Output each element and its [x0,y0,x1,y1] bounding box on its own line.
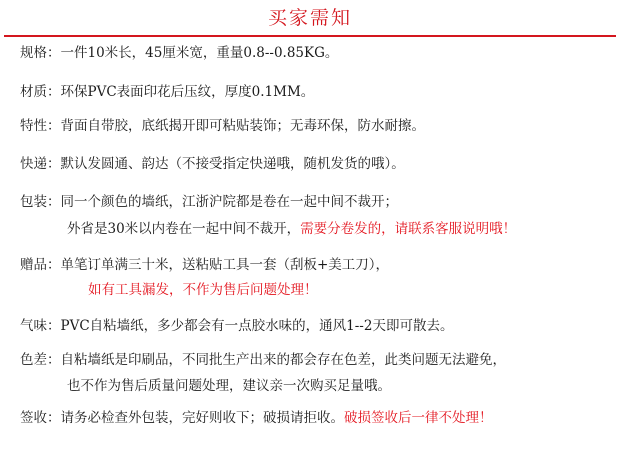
smell-row: 气味：PVC自粘墙纸，多少都会有一点胶水味的，通风1--2天即可散去。 [20,318,454,334]
material-row: 材质：环保PVC表面印花后压纹，厚度0.1MM。 [20,84,315,100]
title-divider [4,35,616,37]
gift-warning: 如有工具漏发，不作为售后问题处理！ [88,282,318,298]
packaging-warning: 需要分卷发的，请联系客服说明哦！ [300,221,517,237]
color-diff-row-1: 色差：自粘墙纸是印刷品，不同批生产出来的都会存在色差，此类问题无法避免， [20,352,506,368]
packaging-row-1: 包装：同一个颜色的墙纸，江浙沪院都是卷在一起中间不裁开； [20,194,398,210]
express-row: 快递：默认发圆通、韵达（不接受指定快递哦，随机发货的哦）。 [20,156,405,172]
page-title: 买家需知 [267,7,352,29]
feature-row: 特性：背面自带胶，底纸揭开即可粘贴装饰；无毒环保，防水耐擦。 [20,118,425,134]
packaging-row-2 [67,220,516,238]
sign-row [20,409,493,427]
spec-row: 规格：一件10米长，45厘米宽，重量0.8--0.85KG。 [20,45,339,61]
sign-note: 签收：请务必检查外包装，完好则收下；破损请拒收。 [20,410,344,426]
color-diff-row-2: 也不作为售后质量问题处理，建议亲一次购买足量哦。 [67,378,391,394]
gift-row-1: 赠品：单笔订单满三十米，送粘贴工具一套（刮板+美工刀）， [20,257,390,273]
packaging-note: 外省是30米以内卷在一起中间不裁开， [67,221,301,237]
sign-warning: 破损签收后一律不处理！ [344,410,493,426]
